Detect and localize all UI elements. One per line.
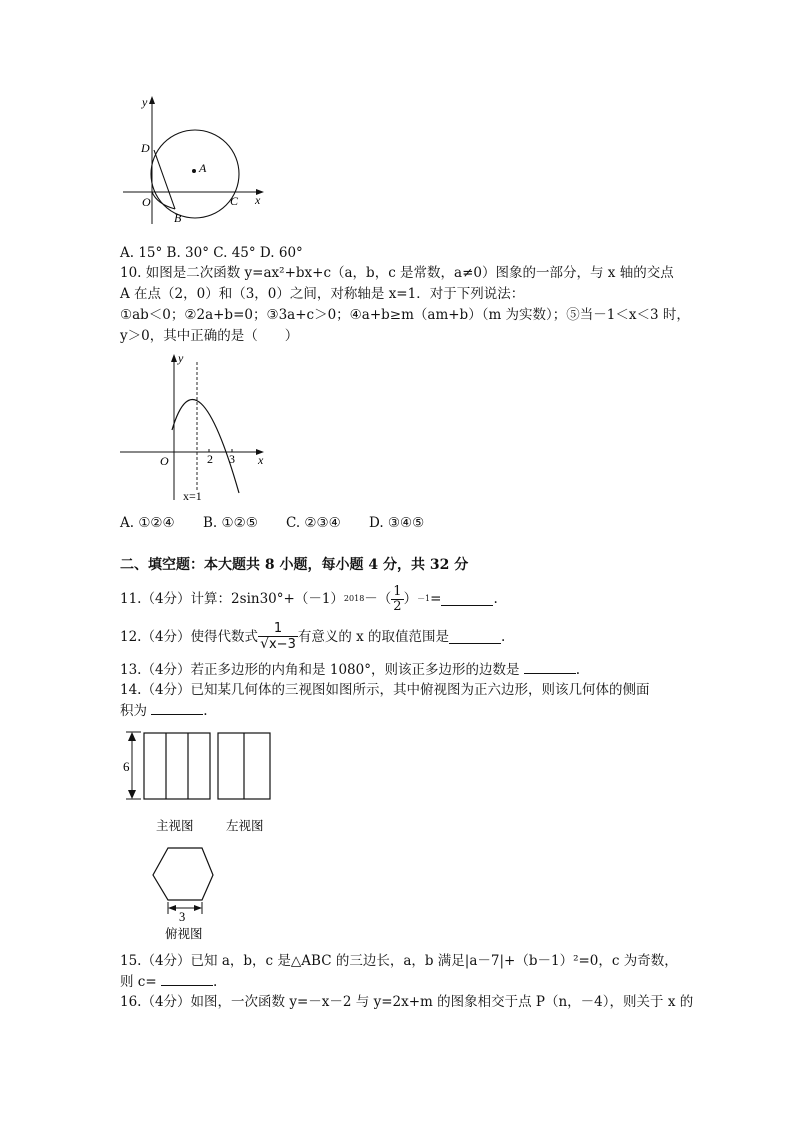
- q9-options: A. 15° B. 30° C. 45° D. 60°: [120, 245, 303, 261]
- q12-radicand: x−3: [268, 637, 296, 652]
- q10-label-axis: x=1: [183, 489, 202, 503]
- q15-line2: 则 c= .: [120, 974, 218, 990]
- q14-top-label: 俯视图: [165, 927, 203, 941]
- q9-label-x: x: [255, 193, 261, 207]
- q10-line1: 10. 如图是二次函数 y=ax²+bx+c（a，b，c 是常数，a≠0）图象的一部分，与 x 轴的交点: [120, 265, 674, 281]
- q14-answer-blank[interactable]: [151, 702, 203, 715]
- q9-label-A: A: [199, 161, 207, 175]
- q15-answer-blank[interactable]: [161, 973, 213, 986]
- q13-text: 13.（4分）若正多边形的内角和是 1080°，则该正多边形的边数是: [120, 662, 520, 678]
- q9-label-O: O: [142, 195, 151, 209]
- q15-line2-text: 则 c=: [120, 974, 157, 990]
- q10-label-O: O: [160, 454, 169, 468]
- q11-fraction: [391, 585, 403, 614]
- q14-line2-text: 积为: [120, 703, 147, 719]
- q11-answer-blank[interactable]: [441, 593, 493, 606]
- q12-denominator: √x−3: [260, 636, 296, 652]
- q14-width-label: 3: [179, 910, 186, 924]
- q10-parabola-figure: [115, 348, 275, 508]
- q11-post: ）: [403, 591, 418, 607]
- q11: 11.（4分）计算：2sin30°+（－1） 2018 －（ $\frac{1}{2}$ ） －1 = .: [120, 583, 498, 614]
- q13: 13.（4分）若正多边形的内角和是 1080°，则该正多边形的边数是 .: [120, 662, 581, 678]
- q11-exponent: 2018: [343, 594, 365, 603]
- q10-line4: y＞0，其中正确的是（ ）: [120, 328, 299, 344]
- q16-line1: 16.（4分）如图，一次函数 y=－x－2 与 y=2x+m 的图象相交于点 P（n，－4），则关于 x 的: [120, 994, 694, 1010]
- q9-label-D: D: [141, 141, 150, 155]
- q10-label-2: 2: [207, 452, 213, 466]
- q11-equals: =: [430, 591, 442, 607]
- q12-fraction: [258, 622, 298, 652]
- q12-post: 有意义的 x 的取值范围是: [297, 629, 450, 645]
- q14-height-label: 6: [123, 759, 130, 774]
- q14-line1: 14.（4分）已知某几何体的三视图如图所示，其中俯视图为正六边形，则该几何体的侧面: [120, 682, 650, 698]
- q10-option-a: A. ①②④: [120, 515, 175, 531]
- q11-numerator: 1: [393, 583, 402, 599]
- q15-line1: 15.（4分）已知 a，b，c 是△ABC 的三边长，a，b 满足|a－7|+（b－1）²=0，c 为奇数，: [120, 953, 678, 969]
- q14-front-label: 主视图: [156, 819, 194, 833]
- q12-numerator: 1: [273, 621, 283, 636]
- q11-pre: 11.（4分）计算：2sin30°+（－1）: [120, 591, 344, 607]
- q9-label-B: B: [174, 211, 182, 225]
- q10-label-3: 3: [229, 452, 235, 466]
- q10-option-d: D. ③④⑤: [369, 515, 425, 531]
- q10-option-c: C. ②③④: [286, 515, 341, 531]
- q10-label-x: x: [258, 453, 264, 467]
- q10-line3: ①ab＜0；②2a+b=0；③3a+c＞0；④a+b≥m（am+b）（m 为实数）；⑤当－1＜x＜3 时，: [120, 307, 690, 323]
- q11-denominator: 2: [393, 598, 402, 614]
- q12-pre: 12.（4分）使得代数式: [120, 629, 259, 645]
- q10-option-b: B. ①②⑤: [203, 515, 258, 531]
- q13-answer-blank[interactable]: [524, 661, 576, 674]
- q12-answer-blank[interactable]: [449, 631, 501, 644]
- q10-label-y: y: [178, 351, 184, 365]
- q11-exponent2: －1: [417, 594, 431, 603]
- q11-mid: －（: [364, 591, 392, 607]
- section2-heading: 二、填空题：本大题共 8 小题，每小题 4 分，共 32 分: [120, 557, 469, 573]
- q14-left-label: 左视图: [226, 819, 264, 833]
- q14-line2: 积为 .: [120, 703, 208, 719]
- q14-three-views-figure: [115, 726, 290, 942]
- q9-label-C: C: [230, 194, 239, 208]
- q10-line2: A 在点（2，0）和（3，0）之间，对称轴是 x=1．对于下列说法：: [120, 286, 525, 302]
- q12: 12.（4分）使得代数式 $\frac{1}{√x-3}$ 有意义的 x 的取值范围是 .: [120, 621, 506, 652]
- q9-label-y: y: [142, 95, 148, 109]
- q9-circle-figure: [115, 92, 275, 232]
